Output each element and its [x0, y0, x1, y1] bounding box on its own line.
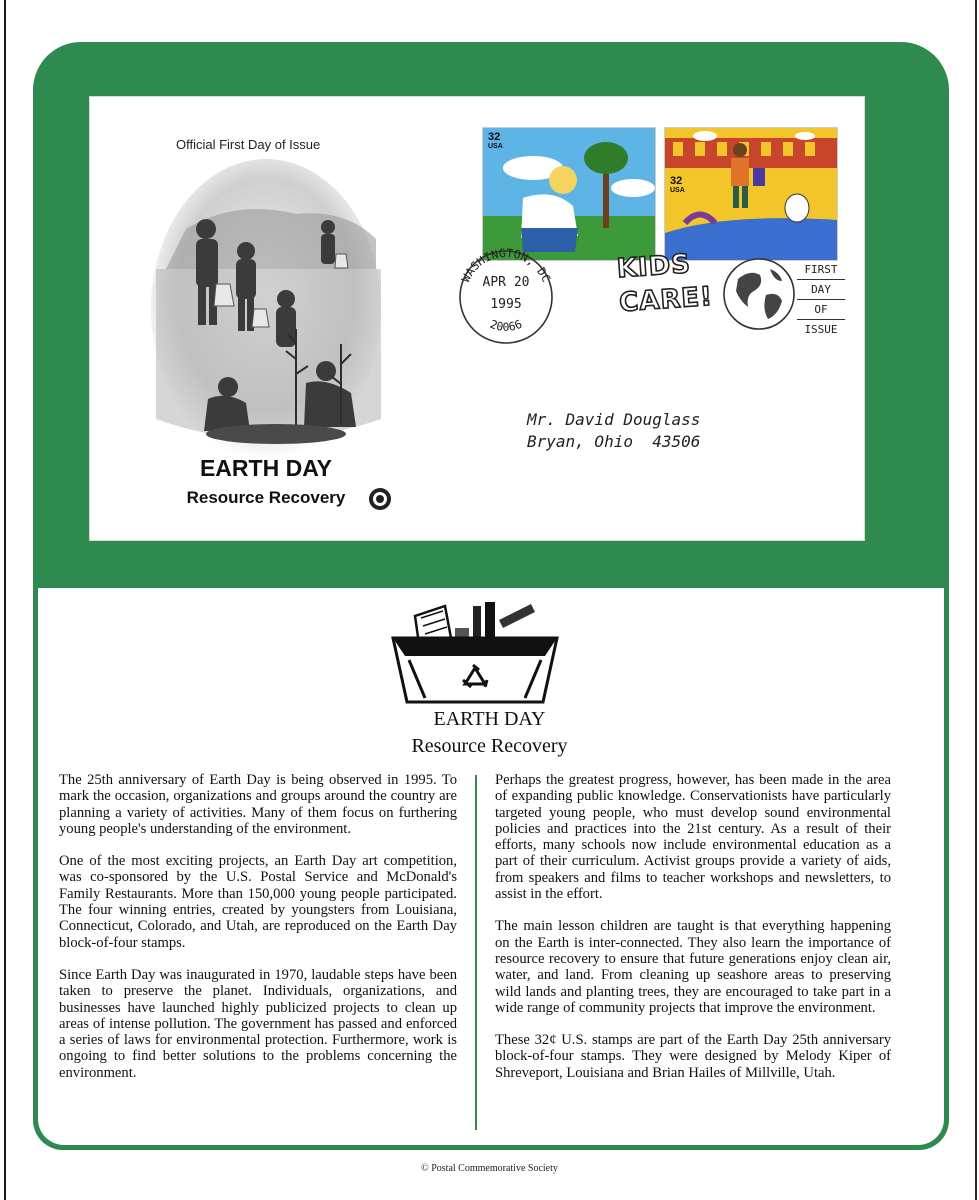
first-day-of-issue-cancel — [797, 260, 845, 339]
cachet-maker-seal-icon — [368, 487, 392, 511]
postmark — [446, 237, 566, 357]
fdoi-line: ISSUE — [804, 323, 838, 336]
fdoi-line: FIRST — [797, 260, 845, 280]
kids-care-slogan — [616, 246, 714, 320]
first-day-cover-envelope — [89, 96, 865, 541]
stamp-cleaning-shore — [664, 127, 838, 261]
fdoi-line: OF — [797, 300, 845, 320]
stamp-2-denomination: 32 USA — [670, 175, 685, 194]
address-line: Mr. David Douglass — [527, 410, 701, 429]
column-divider — [475, 775, 477, 1130]
article-paragraph: The main lesson children are taught is that everything happening on the Earth is inter-connected. They also learn the importance of resource recovery to ensure that future generations enjoy clean air, water, and land. From cleaning up seashore areas to preserving wild lands and planting trees, they are encouraged to take part in a wide range of community projects that improve the environment. — [495, 918, 891, 1016]
cachet-illustration — [146, 159, 386, 469]
cachet-heading: Official First Day of Issue — [176, 137, 321, 152]
globe-icon — [720, 255, 798, 333]
stamp-1-denomination: 32 USA — [488, 131, 503, 150]
article-paragraph: Perhaps the greatest progress, however, has been made in the area of expanding public knowledge. Conservationists have particularly targeted young people, who must develop sound environmental policies and practices into the 21st century. As a result of their efforts, many schools now include environmental education as a part of their curriculum. Activist groups provide a variety of aids, from speakers and films to teacher workshops and newsletters, to assist in the effort. — [495, 772, 891, 903]
slogan-line: CARE! — [618, 281, 714, 319]
article-paragraph: Since Earth Day was inaugurated in 1970, laudable steps have been taken to preserve the planet. Individuals, organizations, and businesses have launched highly publicized projects to clean up areas of intense pollution. The government has passed and enforced a series of laws for environmental protection. Furthermore, work is ongoing to find better solutions to the problems concerning the environment. — [59, 966, 457, 1081]
mailing-address — [527, 409, 700, 453]
article-right-column — [495, 772, 891, 1097]
cachet-subtitle: Resource Recovery — [186, 488, 346, 507]
address-line: Bryan, Ohio 43506 — [527, 432, 701, 451]
article-left-column — [59, 772, 457, 1097]
insert-subtitle: Resource Recovery — [411, 735, 568, 757]
copyright-footer: © Postal Commemorative Society — [421, 1163, 558, 1174]
fdoi-line: DAY — [797, 280, 845, 300]
cachet-title: EARTH DAY — [199, 455, 333, 481]
postmark-city: WASHINGTON, DC — [458, 245, 554, 285]
article-paragraph: These 32¢ U.S. stamps are part of the Earth Day 25th anniversary block-of-four stamps. They were designed by Melody Kiper of Shreveport, Louisiana and Brian Hailes of Millville, Utah. — [495, 1032, 891, 1081]
postmark-date: APR 20 — [482, 275, 530, 290]
postmark-zip: 20066 — [488, 316, 524, 334]
postmark-year: 1995 — [490, 297, 522, 312]
insert-title: EARTH DAY — [433, 708, 546, 730]
recycle-bin-icon — [385, 598, 565, 708]
article-paragraph: One of the most exciting projects, an Earth Day art competition, was co-sponsored by the U.S. Postal Service and McDonald's Family Restaurants. More than 150,000 young people participated. The four winning entries, created by youngsters from Louisiana, Connecticut, Colorado, and Utah, are reproduced on the Earth Day block-of-four stamps. — [59, 853, 457, 951]
article-paragraph: The 25th anniversary of Earth Day is being observed in 1995. To mark the occasion, organizations and groups around the country are planning a variety of activities. Many of them focus on furthering young people's understanding of the environment. — [59, 772, 457, 837]
slogan-line: KIDS — [615, 249, 692, 285]
